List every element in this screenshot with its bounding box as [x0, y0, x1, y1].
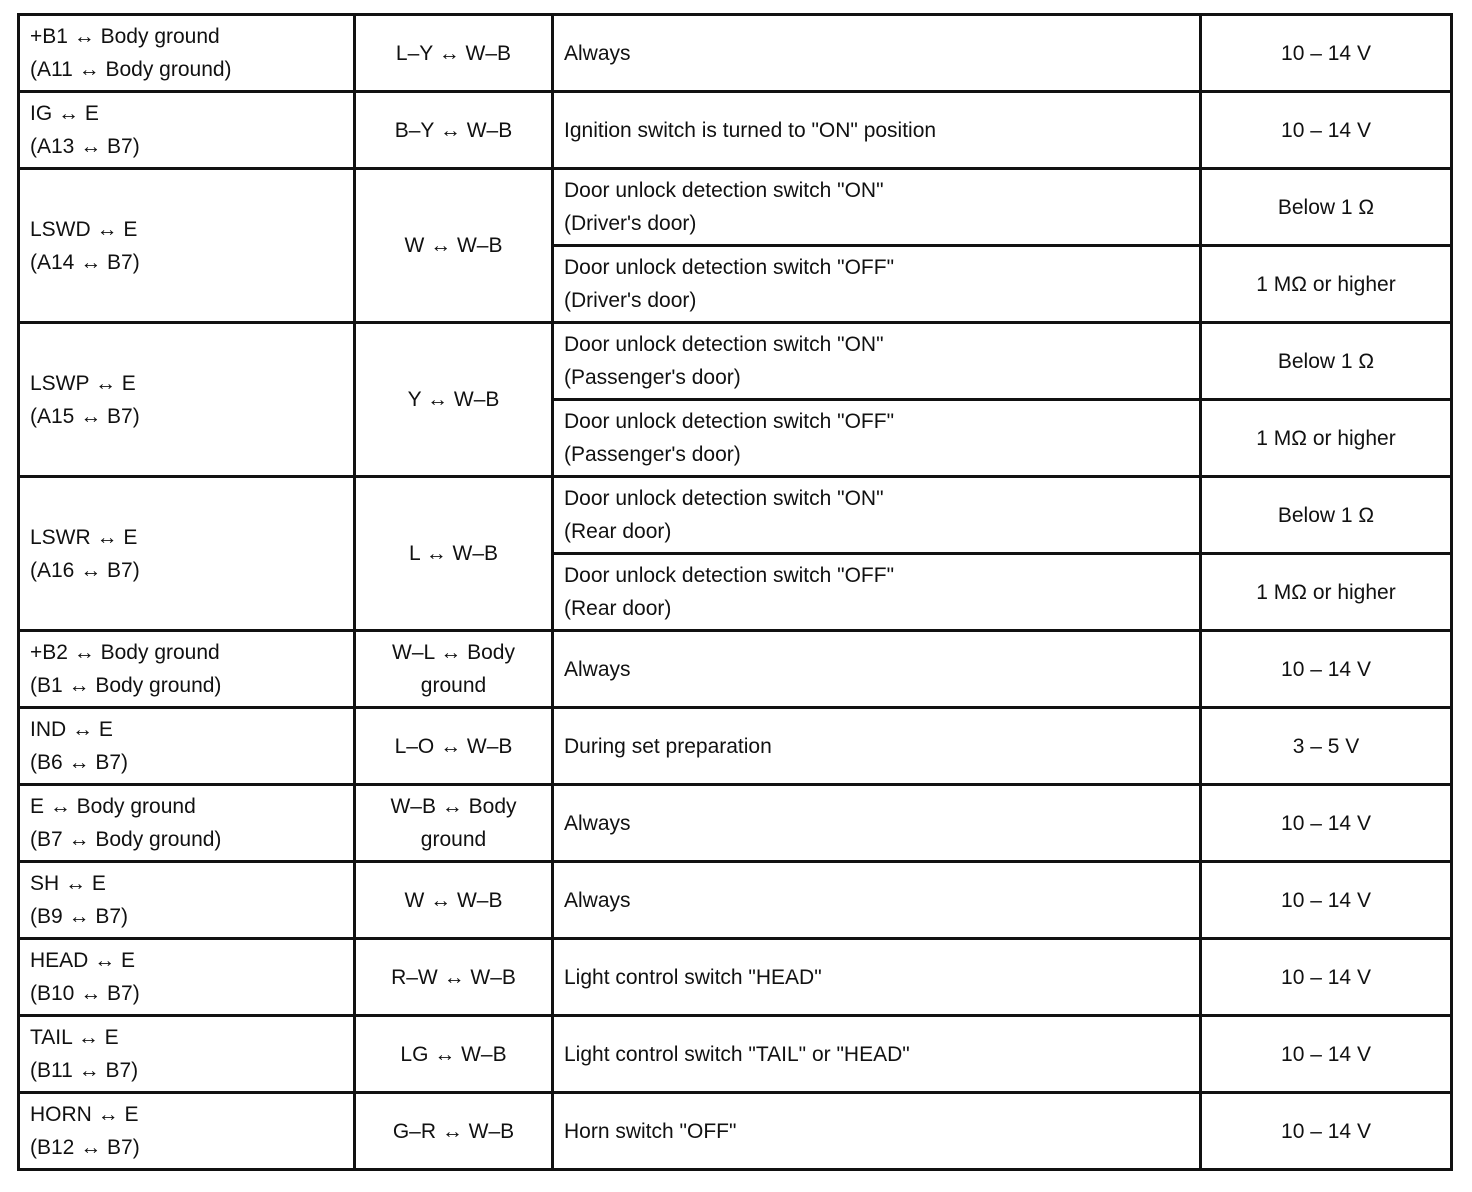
terminal-cell	[19, 169, 355, 323]
condition-cell-line: Horn switch "OFF"	[564, 1119, 737, 1143]
wiring-color-cell	[355, 631, 553, 708]
wiring-color-cell-line: Y ↔ W–B	[407, 388, 500, 411]
wiring-color-cell-line: L ↔ W–B	[408, 542, 499, 565]
table-row	[19, 631, 1452, 708]
condition-cell	[553, 631, 1201, 708]
terminal-cell-line: (B12 ↔ B7)	[30, 1136, 140, 1159]
wiring-color-cell	[355, 15, 553, 92]
specified-condition-cell: 10 – 14 V	[1201, 939, 1452, 1016]
specified-condition-cell: 1 MΩ or higher	[1201, 400, 1452, 477]
wiring-color-cell-line: ground	[420, 674, 487, 697]
wiring-color-cell	[355, 323, 553, 477]
condition-cell-line: Door unlock detection switch "ON"	[564, 179, 884, 202]
terminal-cell-line: (A11 ↔ Body ground)	[30, 58, 232, 81]
terminal-cell-line: (B7 ↔ Body ground)	[30, 828, 222, 851]
specified-condition-cell: 10 – 14 V	[1201, 862, 1452, 939]
terminal-cell-line: (B9 ↔ B7)	[30, 905, 129, 928]
terminal-cell-line: IND ↔ E	[30, 718, 113, 741]
condition-cell-line: Always	[564, 888, 631, 912]
condition-cell-line: Always	[564, 41, 631, 65]
terminal-cell	[19, 1016, 355, 1093]
condition-cell	[553, 169, 1201, 246]
condition-cell-line: During set preparation	[564, 734, 772, 758]
table-body	[19, 15, 1452, 1170]
specified-condition-cell: 10 – 14 V	[1201, 1093, 1452, 1170]
condition-cell	[553, 92, 1201, 169]
terminal-cell	[19, 92, 355, 169]
wiring-color-cell	[355, 92, 553, 169]
specified-condition-cell: Below 1 Ω	[1201, 169, 1452, 246]
table-row	[19, 708, 1452, 785]
table-row	[19, 862, 1452, 939]
condition-cell	[553, 1016, 1201, 1093]
condition-cell-line: Door unlock detection switch "ON"	[564, 333, 884, 356]
table-row	[19, 15, 1452, 92]
table-row	[19, 169, 1452, 246]
condition-cell-line: (Passenger's door)	[564, 443, 741, 466]
terminal-inspection-table	[17, 13, 1453, 1171]
condition-cell	[553, 323, 1201, 400]
terminal-cell-line: (B6 ↔ B7)	[30, 751, 129, 774]
condition-cell-line: Light control switch "TAIL" or "HEAD"	[564, 1042, 910, 1066]
table-row	[19, 323, 1452, 400]
table-row	[19, 92, 1452, 169]
terminal-cell	[19, 323, 355, 477]
wiring-color-cell	[355, 1093, 553, 1170]
terminal-cell	[19, 785, 355, 862]
terminal-cell	[19, 862, 355, 939]
specified-condition-cell: 10 – 14 V	[1201, 92, 1452, 169]
condition-cell	[553, 862, 1201, 939]
terminal-cell-line: (B1 ↔ Body ground)	[30, 674, 222, 697]
condition-cell-line: Door unlock detection switch "OFF"	[564, 564, 895, 587]
terminal-cell-line: (A14 ↔ B7)	[30, 250, 140, 274]
condition-cell-line: (Driver's door)	[564, 212, 697, 235]
terminal-cell-line: IG ↔ E	[30, 102, 99, 125]
condition-cell-line: Door unlock detection switch "ON"	[564, 487, 884, 510]
specified-condition-cell: Below 1 Ω	[1201, 477, 1452, 554]
condition-cell-line: Light control switch "HEAD"	[564, 965, 822, 989]
specified-condition-cell: 1 MΩ or higher	[1201, 554, 1452, 631]
condition-cell-line: Always	[564, 657, 631, 681]
table-row	[19, 939, 1452, 1016]
terminal-cell-line: HEAD ↔ E	[30, 949, 136, 972]
condition-cell	[553, 939, 1201, 1016]
specified-condition-cell: 1 MΩ or higher	[1201, 246, 1452, 323]
wiring-color-cell-line: L–O ↔ W–B	[394, 734, 513, 758]
terminal-cell-line: TAIL ↔ E	[30, 1026, 119, 1049]
terminal-cell	[19, 477, 355, 631]
wiring-color-cell-line: LG ↔ W–B	[400, 1042, 507, 1066]
terminal-cell-line: +B2 ↔ Body ground	[30, 641, 220, 664]
wiring-color-cell-line: W–L ↔ Body	[392, 641, 515, 664]
condition-cell-line: (Rear door)	[564, 520, 672, 543]
condition-cell	[553, 400, 1201, 477]
condition-cell	[553, 15, 1201, 92]
table-row	[19, 1016, 1452, 1093]
condition-cell-line: Door unlock detection switch "OFF"	[564, 256, 895, 279]
condition-cell-line: Always	[564, 811, 631, 835]
terminal-cell-line: (A15 ↔ B7)	[30, 404, 140, 428]
table-row	[19, 785, 1452, 862]
terminal-cell-line: +B1 ↔ Body ground	[30, 25, 220, 48]
condition-cell-line: (Passenger's door)	[564, 366, 741, 389]
wiring-color-cell	[355, 1016, 553, 1093]
table-row	[19, 477, 1452, 554]
wiring-color-cell-line: W ↔ W–B	[404, 888, 503, 912]
condition-cell-line: Ignition switch is turned to "ON" position	[564, 118, 937, 142]
wiring-color-cell-line: W ↔ W–B	[404, 234, 503, 257]
terminal-cell	[19, 1093, 355, 1170]
terminal-cell-line: (B10 ↔ B7)	[30, 982, 140, 1005]
wiring-color-cell	[355, 785, 553, 862]
terminal-cell-line: HORN ↔ E	[30, 1103, 139, 1126]
specified-condition-cell: 10 – 14 V	[1201, 785, 1452, 862]
terminal-cell	[19, 15, 355, 92]
condition-cell	[553, 477, 1201, 554]
terminal-cell-line: LSWD ↔ E	[30, 217, 138, 241]
condition-cell-line: Door unlock detection switch "OFF"	[564, 410, 895, 433]
wiring-color-cell-line: ground	[420, 828, 487, 851]
terminal-cell-line: SH ↔ E	[30, 872, 106, 895]
terminal-cell	[19, 708, 355, 785]
condition-cell	[553, 785, 1201, 862]
terminal-cell-line: LSWP ↔ E	[30, 371, 136, 395]
terminal-cell-line: (B11 ↔ B7)	[30, 1059, 139, 1082]
wiring-color-cell-line: R–W ↔ W–B	[391, 965, 516, 989]
condition-cell-line: (Driver's door)	[564, 289, 697, 312]
terminal-cell	[19, 939, 355, 1016]
terminal-cell-line: (A16 ↔ B7)	[30, 558, 140, 582]
specified-condition-cell: 10 – 14 V	[1201, 15, 1452, 92]
wiring-color-cell	[355, 169, 553, 323]
wiring-color-cell-line: L–Y ↔ W–B	[395, 41, 512, 65]
table-row	[19, 1093, 1452, 1170]
condition-cell	[553, 554, 1201, 631]
condition-cell	[553, 708, 1201, 785]
terminal-cell	[19, 631, 355, 708]
terminal-cell-line: (A13 ↔ B7)	[30, 135, 140, 158]
specified-condition-cell: 10 – 14 V	[1201, 1016, 1452, 1093]
terminal-cell-line: E ↔ Body ground	[30, 795, 196, 818]
wiring-color-cell	[355, 708, 553, 785]
specified-condition-cell: Below 1 Ω	[1201, 323, 1452, 400]
terminal-cell-line: LSWR ↔ E	[30, 525, 138, 549]
condition-cell	[553, 1093, 1201, 1170]
wiring-color-cell-line: B–Y ↔ W–B	[394, 118, 513, 142]
wiring-color-cell	[355, 862, 553, 939]
wiring-color-cell-line: W–B ↔ Body	[390, 795, 517, 818]
condition-cell	[553, 246, 1201, 323]
wiring-color-cell	[355, 939, 553, 1016]
specified-condition-cell: 3 – 5 V	[1201, 708, 1452, 785]
wiring-color-cell	[355, 477, 553, 631]
specified-condition-cell: 10 – 14 V	[1201, 631, 1452, 708]
condition-cell-line: (Rear door)	[564, 597, 672, 620]
wiring-color-cell-line: G–R ↔ W–B	[392, 1119, 515, 1143]
